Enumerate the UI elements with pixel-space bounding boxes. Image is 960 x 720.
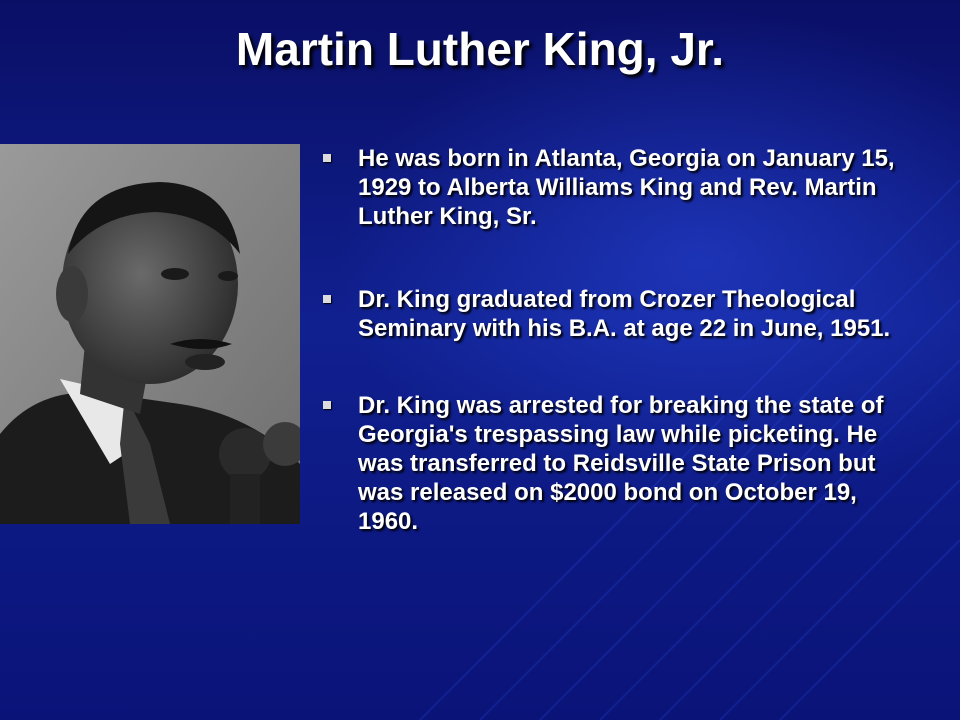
bullet-text: Dr. King graduated from Crozer Theological Seminary with his B.A. at age 22 in June, 1951.	[358, 286, 891, 342]
portrait-illustration	[0, 144, 300, 524]
bullet-text: Dr. King was arrested for breaking the state of Georgia's trespassing law while picketing. He was transferred to Reidsville State Prison but was released on $2000 bond on October 19, 1960.	[358, 392, 884, 535]
square-bullet-icon	[323, 295, 331, 303]
square-bullet-icon	[323, 154, 331, 162]
bullet-item	[320, 391, 920, 536]
bullet-item	[320, 285, 920, 343]
square-bullet-icon	[323, 401, 331, 409]
portrait-photo	[0, 144, 300, 524]
bullet-list	[320, 144, 920, 536]
bullet-text: He was born in Atlanta, Georgia on January 15, 1929 to Alberta Williams King and Rev. Martin Luther King, Sr.	[358, 145, 895, 230]
bullet-item	[320, 144, 920, 231]
slide-title: Martin Luther King, Jr.	[235, 23, 725, 75]
